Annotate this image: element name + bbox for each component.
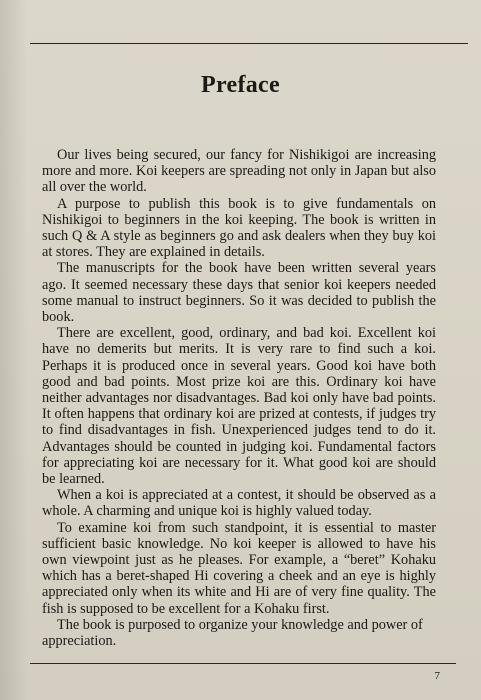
paragraph-5: When a koi is appreciated at a contest, it should be observed as a whole. A charming and unique koi is highly valued today. (42, 487, 436, 520)
paragraph-7: The book is purposed to organize your knowledge and power of appreciation. (42, 616, 423, 650)
page-shadow (0, 0, 28, 700)
paragraph-2: A purpose to publish this book is to give fundamentals on Nishikigoi to beginners in the koi keeping. The book is written in such Q & A style as beginners go and ask dealers when they buy koi at stores. They are explained in details. (42, 195, 436, 261)
page-title: Preface (201, 72, 280, 98)
top-rule (30, 43, 468, 44)
paragraph-4: There are excellent, good, ordinary, and bad koi. Excellent koi have no demerits but merits. It is very rare to find such a koi. Perhaps it is produced once in several years. Good koi have both good and bad points. Most prize koi are this. Ordinary koi have neither advantages nor disadvantages. Bad koi only have bad points. It often happens that ordinary koi are prized at contests, if judges try to find disadvantages in fish. Unexperienced judges tend to do it. Advantages should be counted in judging koi. Fundamental factors for appreciating koi are necessary for it. What good koi are should be learned. (42, 325, 436, 488)
paragraph-6: To examine koi from such standpoint, it is essential to master sufficient basic knowledge. No koi keeper is allowed to have his own viewpoint just as he pleases. For example, a “beret” Kohaku which has a beret-shaped Hi covering a cheek and an eye is highly appreciated only when its white and Hi are of very fine quality. The fish is supposed to be excellent for a Kohaku first. (42, 519, 436, 617)
bottom-rule (30, 663, 456, 664)
paragraph-3: The manuscripts for the book have been written several years ago. It seemed necessary these days that senior koi keepers needed some manual to instruct beginners. So it was decided to publish the book. (42, 260, 436, 326)
page-number: 7 (434, 670, 440, 682)
paragraph-1: Our lives being secured, our fancy for Nishikigoi are increasing more and more. Koi keepers are spreading not only in Japan but also all over the world. (42, 147, 436, 196)
preface-body (42, 147, 436, 649)
